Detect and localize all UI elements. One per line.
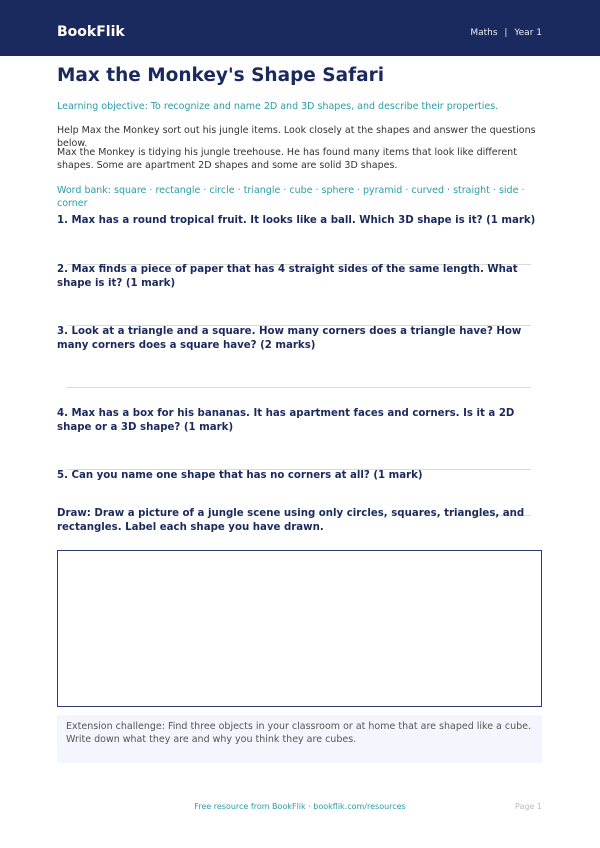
brand-logo-text: BookFlik <box>57 24 125 40</box>
answer-line-3[interactable] <box>67 387 531 388</box>
intro-paragraph-1: Help Max the Monkey sort out his jungle items. Look closely at the shapes and answer the questions below. <box>57 125 536 149</box>
intro-paragraph-2: Max the Monkey is tidying his jungle treehouse. He has found many items that look like different shapes. Some are apartment 2D shapes and some are solid 3D shapes. <box>57 147 517 171</box>
header-meta <box>470 27 542 39</box>
question-4: 4. Max has a box for his bananas. It has apartment faces and corners. Is it a 2D shape or a 3D shape? (1 mark) <box>57 408 515 433</box>
question-2: 2. Max finds a piece of paper that has 4 straight sides of the same length. What shape is it? (1 mark) <box>57 264 518 289</box>
page-header <box>0 0 600 56</box>
extension-text: Extension challenge: Find three objects in your classroom or at home that are shaped like a cube. Write down what they are and why you think they are cubes. <box>66 721 532 745</box>
subject-label: Maths <box>470 28 498 38</box>
footer-text: Free resource from BookFlik · bookflik.com/resources <box>194 802 406 811</box>
page-number: Page 1 <box>515 802 542 811</box>
page-title: Max the Monkey's Shape Safari <box>57 65 385 86</box>
word-bank: Word bank: square · rectangle · circle · triangle · cube · sphere · pyramid · curved · straight · side · corner <box>57 185 525 209</box>
question-3: 3. Look at a triangle and a square. How many corners does a triangle have? How many corners does a square have? (2 marks) <box>57 326 522 351</box>
draw-prompt: Draw: Draw a picture of a jungle scene using only circles, squares, triangles, and rectangles. Label each shape you have drawn. <box>57 508 525 533</box>
extension-challenge <box>57 715 542 763</box>
year-label: Year 1 <box>514 28 542 38</box>
question-5: 5. Can you name one shape that has no corners at all? (1 mark) <box>57 470 423 481</box>
meta-separator: | <box>504 28 508 38</box>
learning-objective: Learning objective: To recognize and name 2D and 3D shapes, and describe their properties. <box>57 101 499 112</box>
drawing-box[interactable] <box>57 550 542 707</box>
question-1: 1. Max has a round tropical fruit. It looks like a ball. Which 3D shape is it? (1 mark) <box>57 215 536 226</box>
